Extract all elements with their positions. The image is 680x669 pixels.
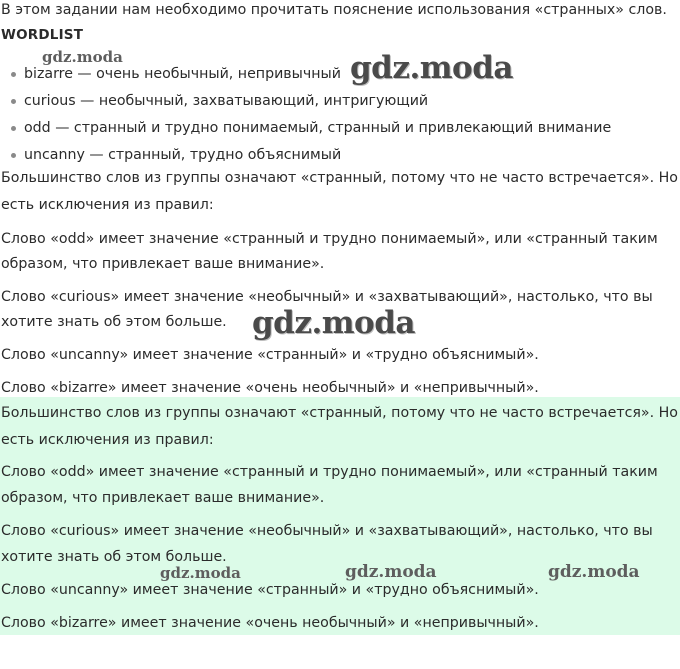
highlight-line: Слово «curious» имеет значение «необычный» и «захватывающий», настолько, что вы bbox=[1, 523, 653, 539]
highlight-line: хотите знать об этом больше. bbox=[1, 549, 227, 565]
highlight-line: образом, что привлекает ваше внимание». bbox=[1, 490, 325, 506]
watermark-text: gdz.moda bbox=[160, 564, 241, 582]
watermark-text: gdz.moda bbox=[548, 562, 640, 582]
list-item-text: odd — странный и трудно понимаемый, странный и привлекающий внимание bbox=[24, 120, 612, 136]
paragraph-line: хотите знать об этом больше. bbox=[1, 314, 227, 330]
paragraph-line: Слово «uncanny» имеет значение «странный» и «трудно объяснимый». bbox=[1, 347, 539, 363]
bullet-icon bbox=[11, 126, 16, 131]
bullet-icon bbox=[11, 99, 16, 104]
list-item bbox=[11, 118, 611, 145]
paragraph-line: образом, что привлекает ваше внимание». bbox=[1, 256, 325, 272]
intro-text: В этом задании нам необходимо прочитать пояснение использования «странных» слов. bbox=[1, 2, 667, 18]
paragraph-line: Слово «odd» имеет значение «странный и трудно понимаемый», или «странный таким bbox=[1, 231, 658, 247]
bullet-icon bbox=[11, 153, 16, 158]
highlight-line: Слово «odd» имеет значение «странный и трудно понимаемый», или «странный таким bbox=[1, 464, 658, 480]
paragraph-line: Слово «bizarre» имеет значение «очень необычный» и «непривычный». bbox=[1, 380, 539, 396]
list-item-text: curious — необычный, захватывающий, интригующий bbox=[24, 93, 429, 109]
highlight-line: Большинство слов из группы означают «странный, потому что не часто встречается». Но bbox=[1, 405, 678, 421]
list-item bbox=[11, 91, 611, 118]
paragraph-line: Слово «curious» имеет значение «необычный» и «захватывающий», настолько, что вы bbox=[1, 289, 653, 305]
watermark-text: gdz.moda bbox=[42, 48, 123, 66]
list-item-text: uncanny — странный, трудно объяснимый bbox=[24, 147, 342, 163]
watermark-text: gdz.moda bbox=[350, 50, 513, 86]
wordlist-heading: WORDLIST bbox=[1, 27, 84, 43]
watermark-text: gdz.moda bbox=[345, 562, 437, 582]
list-item-text: bizarre — очень необычный, непривычный bbox=[24, 66, 341, 82]
highlight-line: Слово «bizarre» имеет значение «очень необычный» и «непривычный». bbox=[1, 615, 539, 631]
highlight-line: есть исключения из правил: bbox=[1, 432, 214, 448]
highlight-line: Слово «uncanny» имеет значение «странный» и «трудно объяснимый». bbox=[1, 582, 539, 598]
wordlist bbox=[11, 64, 611, 172]
paragraph-line: есть исключения из правил: bbox=[1, 197, 214, 213]
watermark-text: gdz.moda bbox=[252, 305, 415, 341]
paragraph-line: Большинство слов из группы означают «странный, потому что не часто встречается». Но bbox=[1, 170, 678, 186]
list-item bbox=[11, 64, 611, 91]
bullet-icon bbox=[11, 72, 16, 77]
